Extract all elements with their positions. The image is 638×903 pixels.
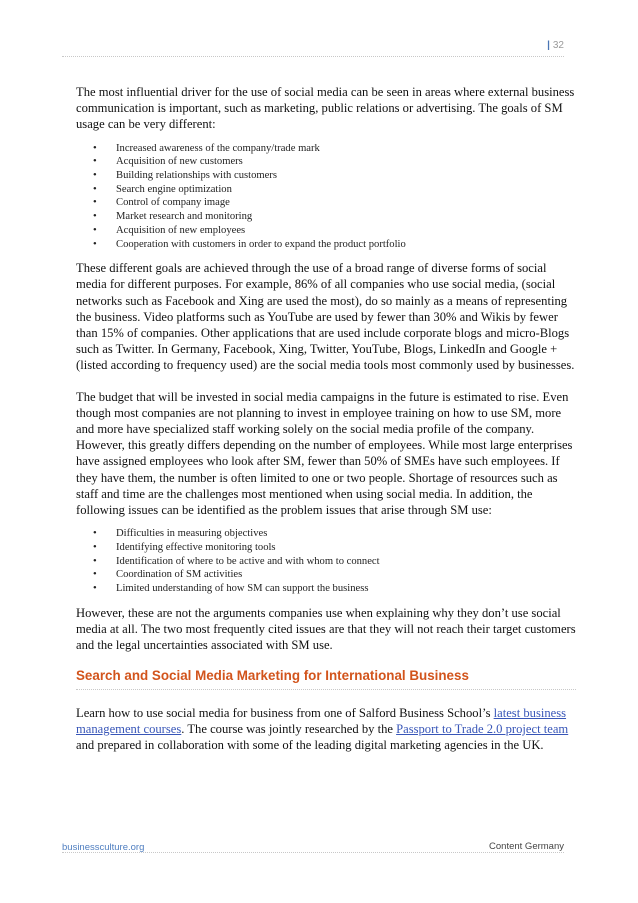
heading-spacer xyxy=(76,690,576,705)
paragraph-intro: The most influential driver for the use of social media can be seen in areas where external business communication is important, such as marketing, public relations or advertising. The goals of SM usage can be very different: xyxy=(76,85,575,132)
paragraph-spacer xyxy=(76,374,576,389)
list-item: • Increased awareness of the company/trade mark xyxy=(93,142,576,156)
course-text-1: Learn how to use social media for business from one of Salford Business School’s xyxy=(76,705,494,720)
project-team-link[interactable]: Passport to Trade 2.0 project team xyxy=(396,721,569,736)
page-number xyxy=(547,40,564,51)
course-text-3: and prepared in collaboration with some of the leading digital marketing agencies in the UK. xyxy=(76,738,544,753)
list-item: • Acquisition of new employees xyxy=(93,224,576,238)
page-header xyxy=(62,34,564,57)
page-number-value: 32 xyxy=(552,40,564,51)
list-item: • Difficulties in measuring objectives xyxy=(93,527,576,541)
paragraph-arguments: However, these are not the arguments companies use when explaining why they don’t use social media at all. The two most frequently cited issues are that they will not reach their target customers and the legal uncertainties associated with SM use. xyxy=(76,605,576,653)
body-content xyxy=(76,84,576,753)
paragraph-budget: The budget that will be invested in social media campaigns in the future is estimated to rise. Even though most companies are not planning to invest in employee training on how to use SM, more and more have specialized staff working solely on the social media profile of the company. However, this greatly differs depending on the number of employees. While most large enterprises have assigned employees who look after SM, fewer than 50% of SMEs have such employees. If they have them, the number is often limited to one or two people. Shortage of resources such as staff and time are the challenges most mentioned when using social media. In addition, the following issues can be identified as the problem issues that arise through SM use: xyxy=(76,389,573,518)
list-item: • Identification of where to be active and with whom to connect xyxy=(93,555,576,569)
list-item: • Coordination of SM activities xyxy=(93,568,576,582)
list-item: • Search engine optimization xyxy=(93,183,576,197)
page-number-bar: | xyxy=(547,40,550,51)
paragraph-spacer xyxy=(76,653,576,668)
course-text-2: . The course was jointly researched by the xyxy=(181,721,397,736)
goals-list xyxy=(76,142,576,252)
footer-divider xyxy=(62,852,564,853)
list-item: • Limited understanding of how SM can support the business xyxy=(93,582,576,596)
paragraph-goals: These different goals are achieved through the use of a broad range of diverse forms of social media for different purposes. For example, 86% of all companies who use social media, (social networks such as Facebook and Xing are used the most), do so mainly as a means of representing the business. Video platforms such as YouTube are used by fewer than 30% and Wikis by fewer than 15% of companies. Other applications that are used include corporate blogs and micro-Blogs such as Twitter. In Germany, Facebook, Xing, Twitter, YouTube, Blogs, LinkedIn and Google + (listed according to frequency used) are the social media tools most commonly used by businesses. xyxy=(76,261,575,373)
list-item: • Control of company image xyxy=(93,196,576,210)
paragraph-course xyxy=(76,705,576,754)
list-item: • Market research and monitoring xyxy=(93,210,576,224)
footer-section: Content Germany xyxy=(489,841,564,852)
course-link[interactable]: latest business management courses xyxy=(76,705,567,736)
list-item: • Cooperation with customers in order to expand the product portfolio xyxy=(93,238,576,252)
list-item: • Acquisition of new customers xyxy=(93,155,576,169)
list-item: • Identifying effective monitoring tools xyxy=(93,541,576,555)
section-heading: Search and Social Media Marketing for International Business xyxy=(76,668,576,689)
footer-site: businessculture.org xyxy=(62,842,145,853)
issues-list xyxy=(76,527,576,596)
list-item: • Building relationships with customers xyxy=(93,169,576,183)
